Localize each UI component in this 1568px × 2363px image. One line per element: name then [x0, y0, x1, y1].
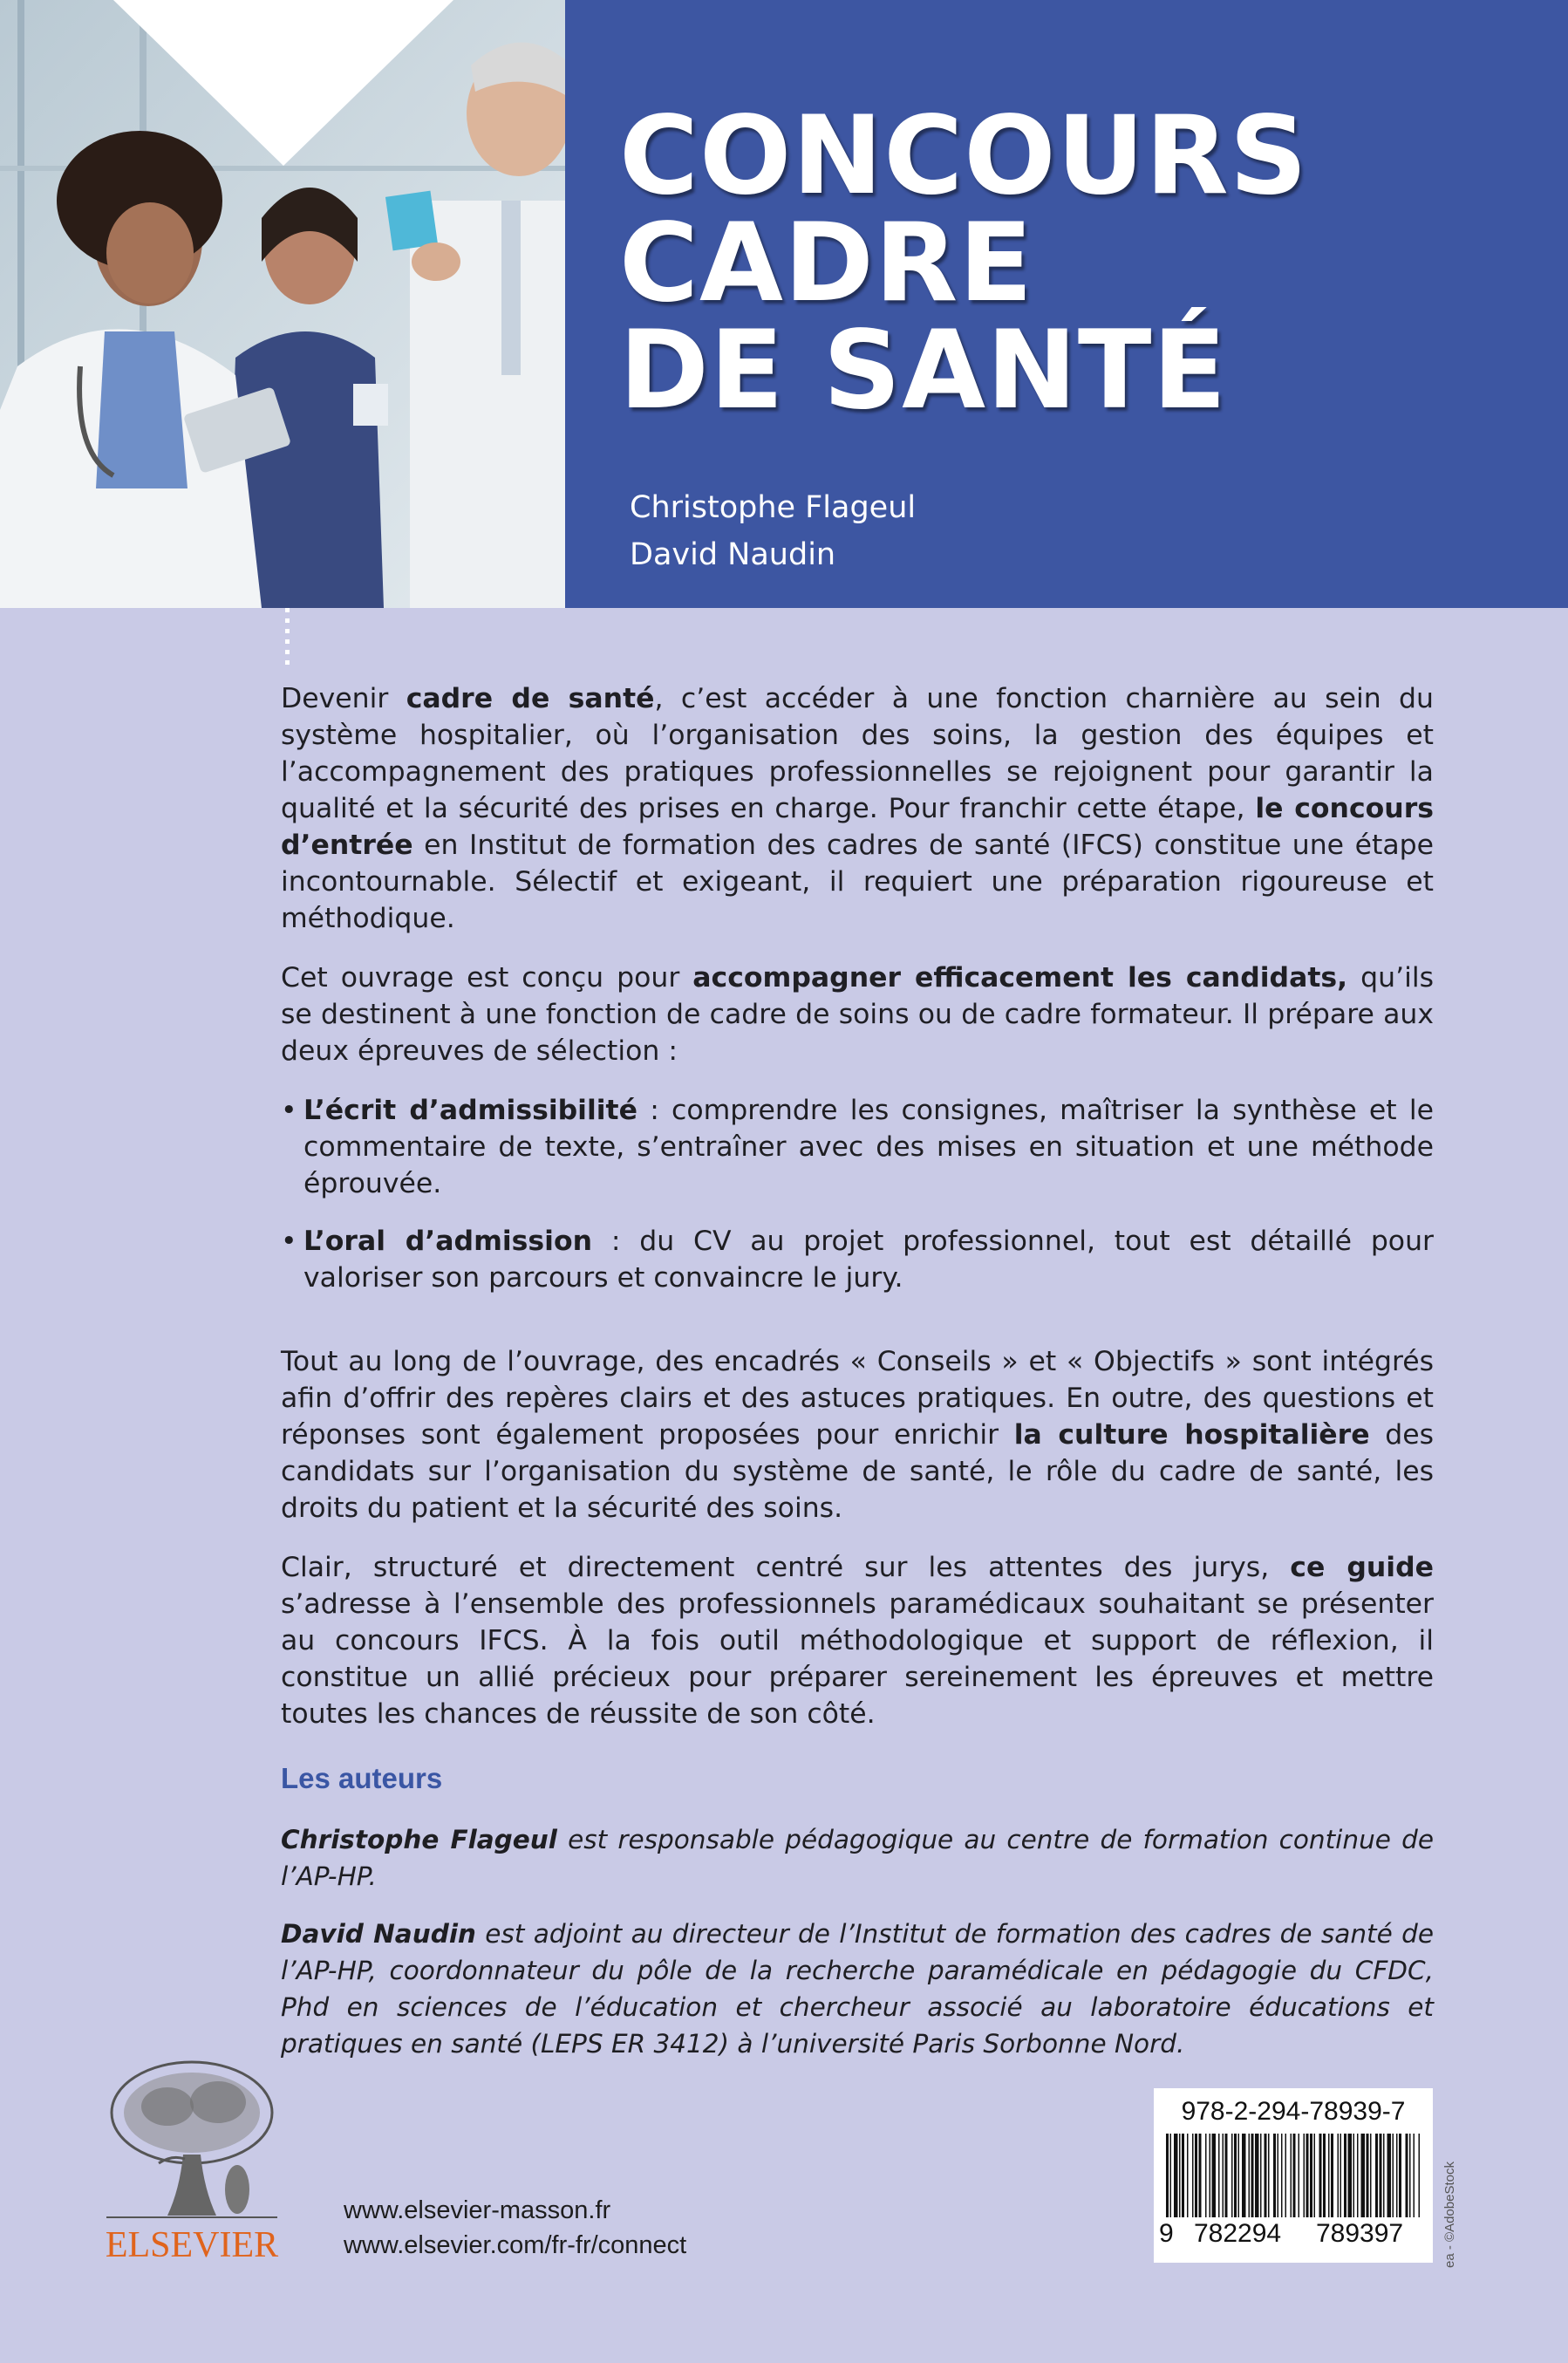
- barcode-bar: [1361, 2134, 1366, 2217]
- barcode-bar: [1375, 2134, 1378, 2217]
- barcode-bar: [1218, 2134, 1220, 2217]
- p3-text-c: des candidats sur l’organisation du système de santé, le rôle du cadre de santé, les droits du patient et la sécurité des soins.: [281, 1419, 1434, 1524]
- barcode-bar: [1293, 2134, 1296, 2217]
- barcode-bar: [1380, 2134, 1382, 2217]
- p1-text-c: , c’est accéder à une fonction charnière au sein du système hospitalier, où l’organisation des soins, la gestion des équipes et l’accompagnement des pratiques professionnelles se rejoignent pour garantir la qualité et la sécurité des prises en charge. Pour franchir cette étape,: [281, 683, 1435, 824]
- list-item: [281, 1223, 1434, 1296]
- p2-text-a: Cet ouvrage est conçu pour: [281, 962, 693, 994]
- dotted-divider: [285, 608, 290, 671]
- barcode-bar: [1182, 2134, 1184, 2217]
- barcode-bar: [1192, 2134, 1194, 2217]
- publisher-urls: [344, 2193, 686, 2263]
- book-title: [619, 93, 1309, 434]
- barcode-bar: [1195, 2134, 1197, 2217]
- barcode-bars: [1166, 2134, 1421, 2217]
- photo-credit: ea - ©AdobeStock: [1442, 2162, 1457, 2268]
- p4-text-a: Clair, structuré et directement centré sur les attentes des jurys,: [281, 1552, 1291, 1583]
- barcode-bar: [1179, 2134, 1181, 2217]
- barcode-bar: [1406, 2134, 1408, 2217]
- barcode-bar: [1299, 2134, 1300, 2217]
- bullet-1-text: : comprendre les consignes, maîtriser la synthèse et le commentaire de texte, s’entraîner avec des mises en situation et une méthode éprouvée.: [303, 1095, 1434, 1199]
- features-paragraph: [281, 1343, 1434, 1526]
- title-line-1: CONCOURS: [619, 93, 1309, 219]
- barcode-bar: [1393, 2134, 1394, 2217]
- barcode-bar: [1306, 2134, 1309, 2217]
- bullet-2-text: : du CV au projet professionnel, tout est détaillé pour valoriser son parcours et convaincre le jury.: [303, 1226, 1434, 1294]
- barcode-bar: [1396, 2134, 1398, 2217]
- barcode-bar: [1268, 2134, 1270, 2217]
- barcode-bar: [1249, 2134, 1251, 2217]
- author-bio-1: [281, 1821, 1434, 1895]
- barcode-bar: [1291, 2134, 1292, 2217]
- url-elsevier-masson[interactable]: www.elsevier-masson.fr: [344, 2196, 611, 2224]
- barcode-bar: [1328, 2134, 1330, 2217]
- exam-list: [281, 1092, 1434, 1296]
- barcode-bar: [1260, 2134, 1262, 2217]
- barcode-bar: [1338, 2134, 1340, 2217]
- bullet-2-bold: L’oral d’admission: [303, 1226, 593, 1257]
- barcode-bar: [1210, 2134, 1211, 2217]
- title-line-3: DE SANTÉ: [619, 308, 1228, 434]
- author-bio-2: [281, 1916, 1434, 2062]
- barcode-bar: [1340, 2134, 1342, 2217]
- cover-authors: [630, 484, 916, 578]
- list-item: [281, 1092, 1434, 1202]
- authors-heading: Les auteurs: [281, 1762, 443, 1794]
- p1-bold-2: le concours d’entrée: [281, 793, 1435, 861]
- p1-text-d: en Institut de formation des cadres de santé (IFCS) constitue une étape incontournable. Sélectif et exigeant, il requiert une préparation rigoureuse et méthodique.: [281, 830, 1434, 934]
- barcode-bar: [1314, 2134, 1316, 2217]
- barcode-bar: [1273, 2134, 1276, 2217]
- isbn-barcode: [1154, 2088, 1433, 2263]
- cover-author-2: David Naudin: [630, 537, 836, 572]
- isbn-number: 978-2-294-78939-7: [1181, 2097, 1406, 2126]
- barcode-bar: [1285, 2134, 1287, 2217]
- barcode-bar: [1212, 2134, 1217, 2217]
- barcode-bar: [1174, 2134, 1178, 2217]
- p4-bold: ce guide: [1290, 1552, 1435, 1583]
- barcode-bar: [1319, 2134, 1322, 2217]
- barcode-bar: [1414, 2134, 1415, 2217]
- cover-author-1: Christophe Flageul: [630, 490, 917, 525]
- p2-text-c: qu’ils se destinent à une fonction de cadre de soins ou de cadre formateur. Il prépare aux deux épreuves de sélection :: [281, 962, 1435, 1067]
- p3-bold: la culture hospitalière: [1013, 1419, 1370, 1451]
- barcode-bar: [1281, 2134, 1283, 2217]
- barcode-bar: [1242, 2134, 1246, 2217]
- bio-1-text: est responsable pédagogique au centre de formation continue de l’AP-HP.: [281, 1825, 1434, 1891]
- barcode-bar: [1238, 2134, 1240, 2217]
- cover-header: [0, 0, 1568, 608]
- p3-text-a: Tout au long de l’ouvrage, des encadrés « Conseils » et « Objectifs » sont intégrés afin d’offrir des repères clairs et des astuces pratiques. En outre, des questions et réponses sont également proposées pour enrichir: [281, 1346, 1434, 1451]
- url-elsevier-connect[interactable]: www.elsevier.com/fr-fr/connect: [344, 2231, 687, 2259]
- bio-1-name: Christophe Flageul: [281, 1825, 557, 1854]
- barcode-bar: [1278, 2134, 1279, 2217]
- barcode-bar: [1265, 2134, 1267, 2217]
- barcode-bar: [1251, 2134, 1254, 2217]
- barcode-bar: [1166, 2134, 1169, 2217]
- tree-logo-icon: [106, 2059, 277, 2223]
- cover-photo: [0, 0, 565, 608]
- barcode-bar: [1225, 2134, 1228, 2217]
- purpose-paragraph: [281, 960, 1434, 1069]
- barcode-bar: [1310, 2134, 1312, 2217]
- ean-digit-prefix: 9: [1159, 2219, 1174, 2248]
- barcode-bar: [1370, 2134, 1372, 2217]
- barcode-bar: [1383, 2134, 1385, 2217]
- p4-text-c: s’adresse à l’ensemble des professionnels paramédicaux souhaitant se présenter au concours IFCS. À la fois outil méthodologique et support de réflexion, il constitue un allié précieux pour préparer sereinement les épreuves et mettre toutes les chances de réussite de son côté.: [281, 1588, 1434, 1730]
- intro-paragraph: [281, 680, 1434, 937]
- barcode-bar: [1331, 2134, 1333, 2217]
- barcode-bar: [1323, 2134, 1326, 2217]
- title-line-2: CADRE: [619, 201, 1034, 326]
- back-cover-text: [281, 680, 1434, 2083]
- bio-2-text: est adjoint au directeur de l’Institut de formation des cadres de santé de l’AP-HP, coordonnateur du pôle de la recherche paramédicale en pédagogie du CFDC, Phd en sciences de l’éducation et chercheur associé au laboratoire éducations et pratiques en santé (LEPS ER 3412) à l’université Paris Sorbonne Nord.: [281, 1919, 1434, 2059]
- barcode-bar: [1409, 2134, 1411, 2217]
- barcode-bar: [1399, 2134, 1401, 2217]
- bullet-1-bold: L’écrit d’admissibilité: [303, 1095, 637, 1126]
- p2-bold: accompagner efficacement les candidats,: [692, 962, 1348, 994]
- ean-digits-left: 782294: [1194, 2219, 1282, 2248]
- barcode-bar: [1187, 2134, 1189, 2217]
- barcode-bar: [1205, 2134, 1207, 2217]
- elsevier-logo: [99, 2059, 284, 2265]
- barcode-bar: [1223, 2134, 1224, 2217]
- summary-paragraph: [281, 1549, 1434, 1732]
- barcode-bar: [1357, 2134, 1359, 2217]
- barcode-bar: [1234, 2134, 1237, 2217]
- barcode-bar: [1344, 2134, 1346, 2217]
- p1-text-a: Devenir: [281, 683, 406, 714]
- p1-bold-1: cadre de santé: [406, 683, 655, 714]
- barcode-bar: [1353, 2134, 1355, 2217]
- medical-team-illustration: [0, 0, 565, 608]
- barcode-bar: [1170, 2134, 1172, 2217]
- bio-2-name: David Naudin: [281, 1919, 476, 1949]
- barcode-bar: [1199, 2134, 1202, 2217]
- barcode-bar: [1255, 2134, 1259, 2217]
- publisher-name: ELSEVIER: [105, 2225, 279, 2265]
- barcode-bar: [1367, 2134, 1369, 2217]
- barcode-bar: [1231, 2134, 1233, 2217]
- barcode-bar: [1348, 2134, 1353, 2217]
- ean-digits-right: 789397: [1316, 2219, 1404, 2248]
- barcode-bar: [1387, 2134, 1392, 2217]
- barcode-bar: [1419, 2134, 1421, 2217]
- barcode-bar: [1304, 2134, 1306, 2217]
